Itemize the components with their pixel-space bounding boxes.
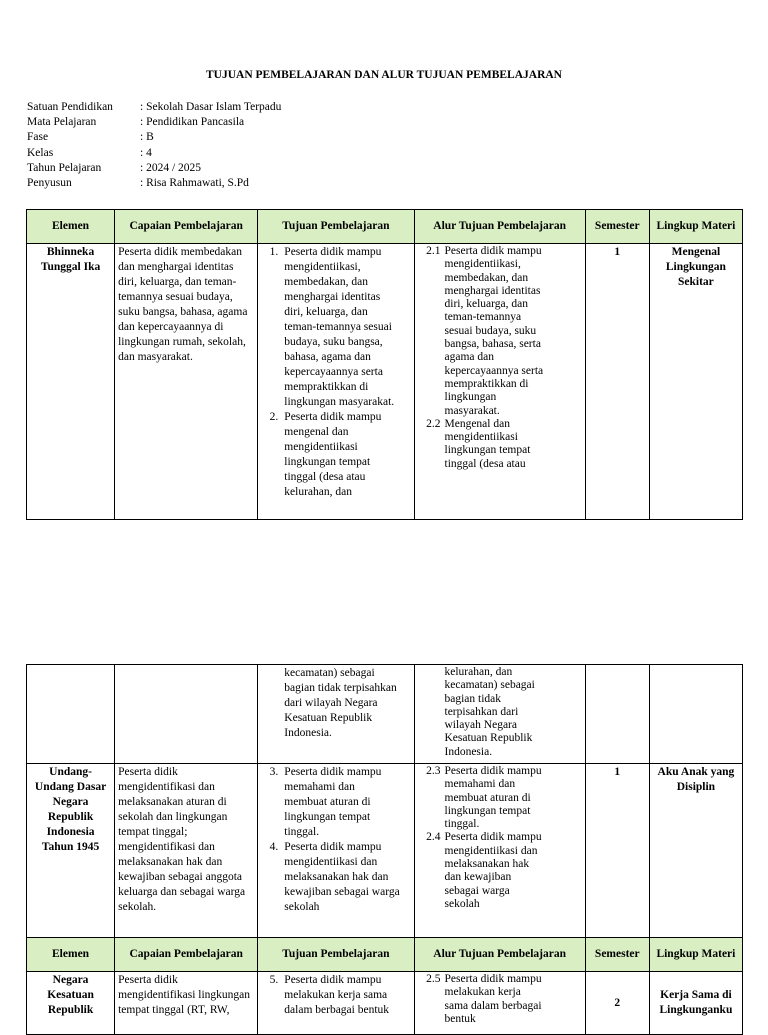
header-tujuan: Tujuan Pembelajaran bbox=[258, 938, 414, 972]
header-elemen: Elemen bbox=[27, 210, 115, 244]
meta-label: Satuan Pendidikan bbox=[27, 101, 113, 113]
atp-number: 2.2 bbox=[426, 417, 441, 430]
cell-lingkup: Mengenal Lingkungan Sekitar bbox=[649, 244, 742, 520]
cell-semester: 1 bbox=[585, 244, 649, 520]
table-row bbox=[27, 665, 743, 764]
cell-tujuan bbox=[258, 764, 414, 938]
table-row bbox=[27, 972, 743, 1035]
meta-row bbox=[27, 115, 281, 130]
tp-item bbox=[261, 765, 410, 840]
tp-text: Peserta didik mampu mengidentiikasi, membedakan, dan menghargai identitas diri, keluarga, dan teman-temannya sesuai budaya, suku bangsa, bahasa, agama dan kepercayaannya serta mempraktikkan di lingkungan masyarakat. bbox=[284, 246, 395, 408]
atp-item bbox=[418, 973, 582, 1026]
atp-text: Peserta didik mampu melakukan kerja sama dalam berbagai bentuk bbox=[444, 973, 542, 1025]
cell-capaian: Peserta didik membedakan dan menghargai identitas diri, keluarga, dan teman-temannya sesuai budaya, suku bangsa, bahasa, agama dan kepercayaannya di lingkungan rumah, sekolah, dan masyarakat. bbox=[115, 244, 258, 520]
tp-text: Peserta didik mampu melakukan kerja sama dalam berbagai bentuk bbox=[284, 974, 390, 1016]
cell-elemen: Undang-Undang Dasar Negara Republik Indonesia Tahun 1945 bbox=[27, 764, 115, 938]
cell-alur bbox=[414, 972, 585, 1035]
tp-text: Peserta didik mampu memahami dan membuat aturan di lingkungan tempat tinggal. bbox=[284, 766, 382, 838]
cell-semester: 2 bbox=[585, 972, 649, 1035]
meta-row bbox=[27, 146, 281, 161]
meta-value: : 2024 / 2025 bbox=[140, 161, 202, 174]
meta-row bbox=[27, 176, 281, 191]
document-title: TUJUAN PEMBELAJARAN DAN ALUR TUJUAN PEMBELAJARAN bbox=[206, 69, 562, 81]
table-header-row bbox=[27, 210, 743, 244]
tp-text: kecamatan) sebagai bagian tidak terpisahkan dari wilayah Negara Kesatuan Republik Indonesia. bbox=[284, 667, 397, 739]
atp-text: Peserta didik mampu mengidentiikasi, membedakan, dan menghargai identitas diri, keluarga, dan teman-temannya sesuai budaya, suku bangsa, bahasa, serta agama dan kepercayaannya serta mempraktikkan di lingkungan masyarakat. bbox=[444, 245, 544, 417]
cell-tujuan bbox=[258, 665, 414, 764]
header-lingkup: Lingkup Materi bbox=[649, 938, 742, 972]
cell-tujuan bbox=[258, 972, 414, 1035]
header-capaian: Capaian Pembelajaran bbox=[115, 210, 258, 244]
cell-semester bbox=[585, 665, 649, 764]
atp-item bbox=[418, 418, 582, 471]
meta-row bbox=[27, 130, 281, 145]
tp-item bbox=[261, 245, 410, 410]
header-elemen: Elemen bbox=[27, 938, 115, 972]
meta-label: Kelas bbox=[27, 146, 54, 159]
atp-item bbox=[418, 765, 582, 831]
atp-text: Mengenal dan mengidentiikasi lingkungan tempat tinggal (desa atau bbox=[444, 417, 531, 470]
header-semester: Semester bbox=[585, 210, 649, 244]
cell-lingkup: Aku Anak yang Disiplin bbox=[649, 764, 742, 938]
cell-alur bbox=[414, 665, 585, 764]
header-lingkup: Lingkup Materi bbox=[649, 210, 742, 244]
cell-alur bbox=[414, 764, 585, 938]
atp-item bbox=[418, 831, 582, 911]
tp-item bbox=[261, 973, 410, 1018]
atp-text: kelurahan, dan kecamatan) sebagai bagian tidak terpisahkan dari wilayah Negara Kesatuan Republik Indonesia. bbox=[444, 666, 535, 758]
header-alur: Alur Tujuan Pembelajaran bbox=[414, 938, 585, 972]
meta-label: Mata Pelajaran bbox=[27, 116, 97, 129]
cell-tujuan bbox=[258, 244, 414, 520]
tp-atp-table-page1 bbox=[26, 209, 743, 520]
header-semester: Semester bbox=[585, 938, 649, 972]
cell-elemen: Bhinneka Tunggal Ika bbox=[27, 244, 115, 520]
cell-elemen: Negara Kesatuan Republik bbox=[27, 972, 115, 1035]
atp-item bbox=[418, 245, 582, 418]
cell-elemen bbox=[27, 665, 115, 764]
meta-value: : 4 bbox=[140, 146, 152, 159]
document-meta bbox=[27, 100, 281, 191]
meta-row bbox=[27, 161, 281, 176]
header-tujuan: Tujuan Pembelajaran bbox=[258, 210, 414, 244]
table-row bbox=[27, 244, 743, 520]
meta-row bbox=[27, 100, 281, 115]
tp-item bbox=[261, 410, 410, 500]
atp-number: 2.1 bbox=[426, 245, 441, 257]
meta-value: : Pendidikan Pancasila bbox=[140, 116, 245, 129]
meta-label: Fase bbox=[27, 131, 49, 144]
tp-number: 4. bbox=[269, 841, 279, 853]
meta-label: Penyusun bbox=[27, 176, 72, 189]
cell-capaian: Peserta didik mengidentifikasi lingkungan tempat tinggal (RT, RW, bbox=[115, 972, 258, 1035]
cell-lingkup: Kerja Sama di Lingkunganku bbox=[649, 972, 742, 1035]
tp-number: 1. bbox=[269, 246, 279, 258]
atp-number: 2.3 bbox=[426, 765, 441, 777]
cell-semester: 1 bbox=[585, 764, 649, 938]
tp-number: 2. bbox=[269, 411, 279, 423]
header-capaian: Capaian Pembelajaran bbox=[115, 938, 258, 972]
meta-label: Tahun Pelajaran bbox=[27, 161, 102, 174]
cell-capaian bbox=[115, 665, 258, 764]
meta-value: : B bbox=[140, 131, 154, 144]
header-alur: Alur Tujuan Pembelajaran bbox=[414, 210, 585, 244]
table-header-row bbox=[27, 938, 743, 972]
atp-number: 2.4 bbox=[426, 831, 441, 844]
tp-atp-table-page2 bbox=[26, 664, 743, 1035]
atp-text: Peserta didik mampu mengidentiikasi dan melaksanakan hak dan kewajiban sebagai warga sekolah bbox=[444, 831, 542, 910]
tp-item bbox=[261, 840, 410, 915]
table-row bbox=[27, 764, 743, 938]
tp-number: 3. bbox=[269, 766, 279, 778]
atp-number: 2.5 bbox=[426, 973, 441, 985]
tp-text: Peserta didik mampu mengidentiikasi dan melaksanakan hak dan kewajiban sebagai warga sekolah bbox=[284, 841, 400, 913]
cell-capaian: Peserta didik mengidentifikasi dan melaksanakan aturan di sekolah dan lingkungan tempat tinggal; mengidentifikasi dan melaksanakan hak dan kewajiban sebagai anggota keluarga dan sebagai warga sekolah. bbox=[115, 764, 258, 938]
meta-value: : Sekolah Dasar Islam Terpadu bbox=[140, 101, 282, 113]
cell-alur bbox=[414, 244, 585, 520]
tp-number: 5. bbox=[269, 974, 279, 986]
atp-text: Peserta didik mampu memahami dan membuat aturan di lingkungan tempat tinggal. bbox=[444, 765, 542, 831]
meta-value: : Risa Rahmawati, S.Pd bbox=[140, 176, 249, 189]
tp-text: Peserta didik mampu mengenal dan mengidentiikasi lingkungan tempat tinggal (desa atau kelurahan, dan bbox=[284, 411, 382, 498]
cell-lingkup bbox=[649, 665, 742, 764]
